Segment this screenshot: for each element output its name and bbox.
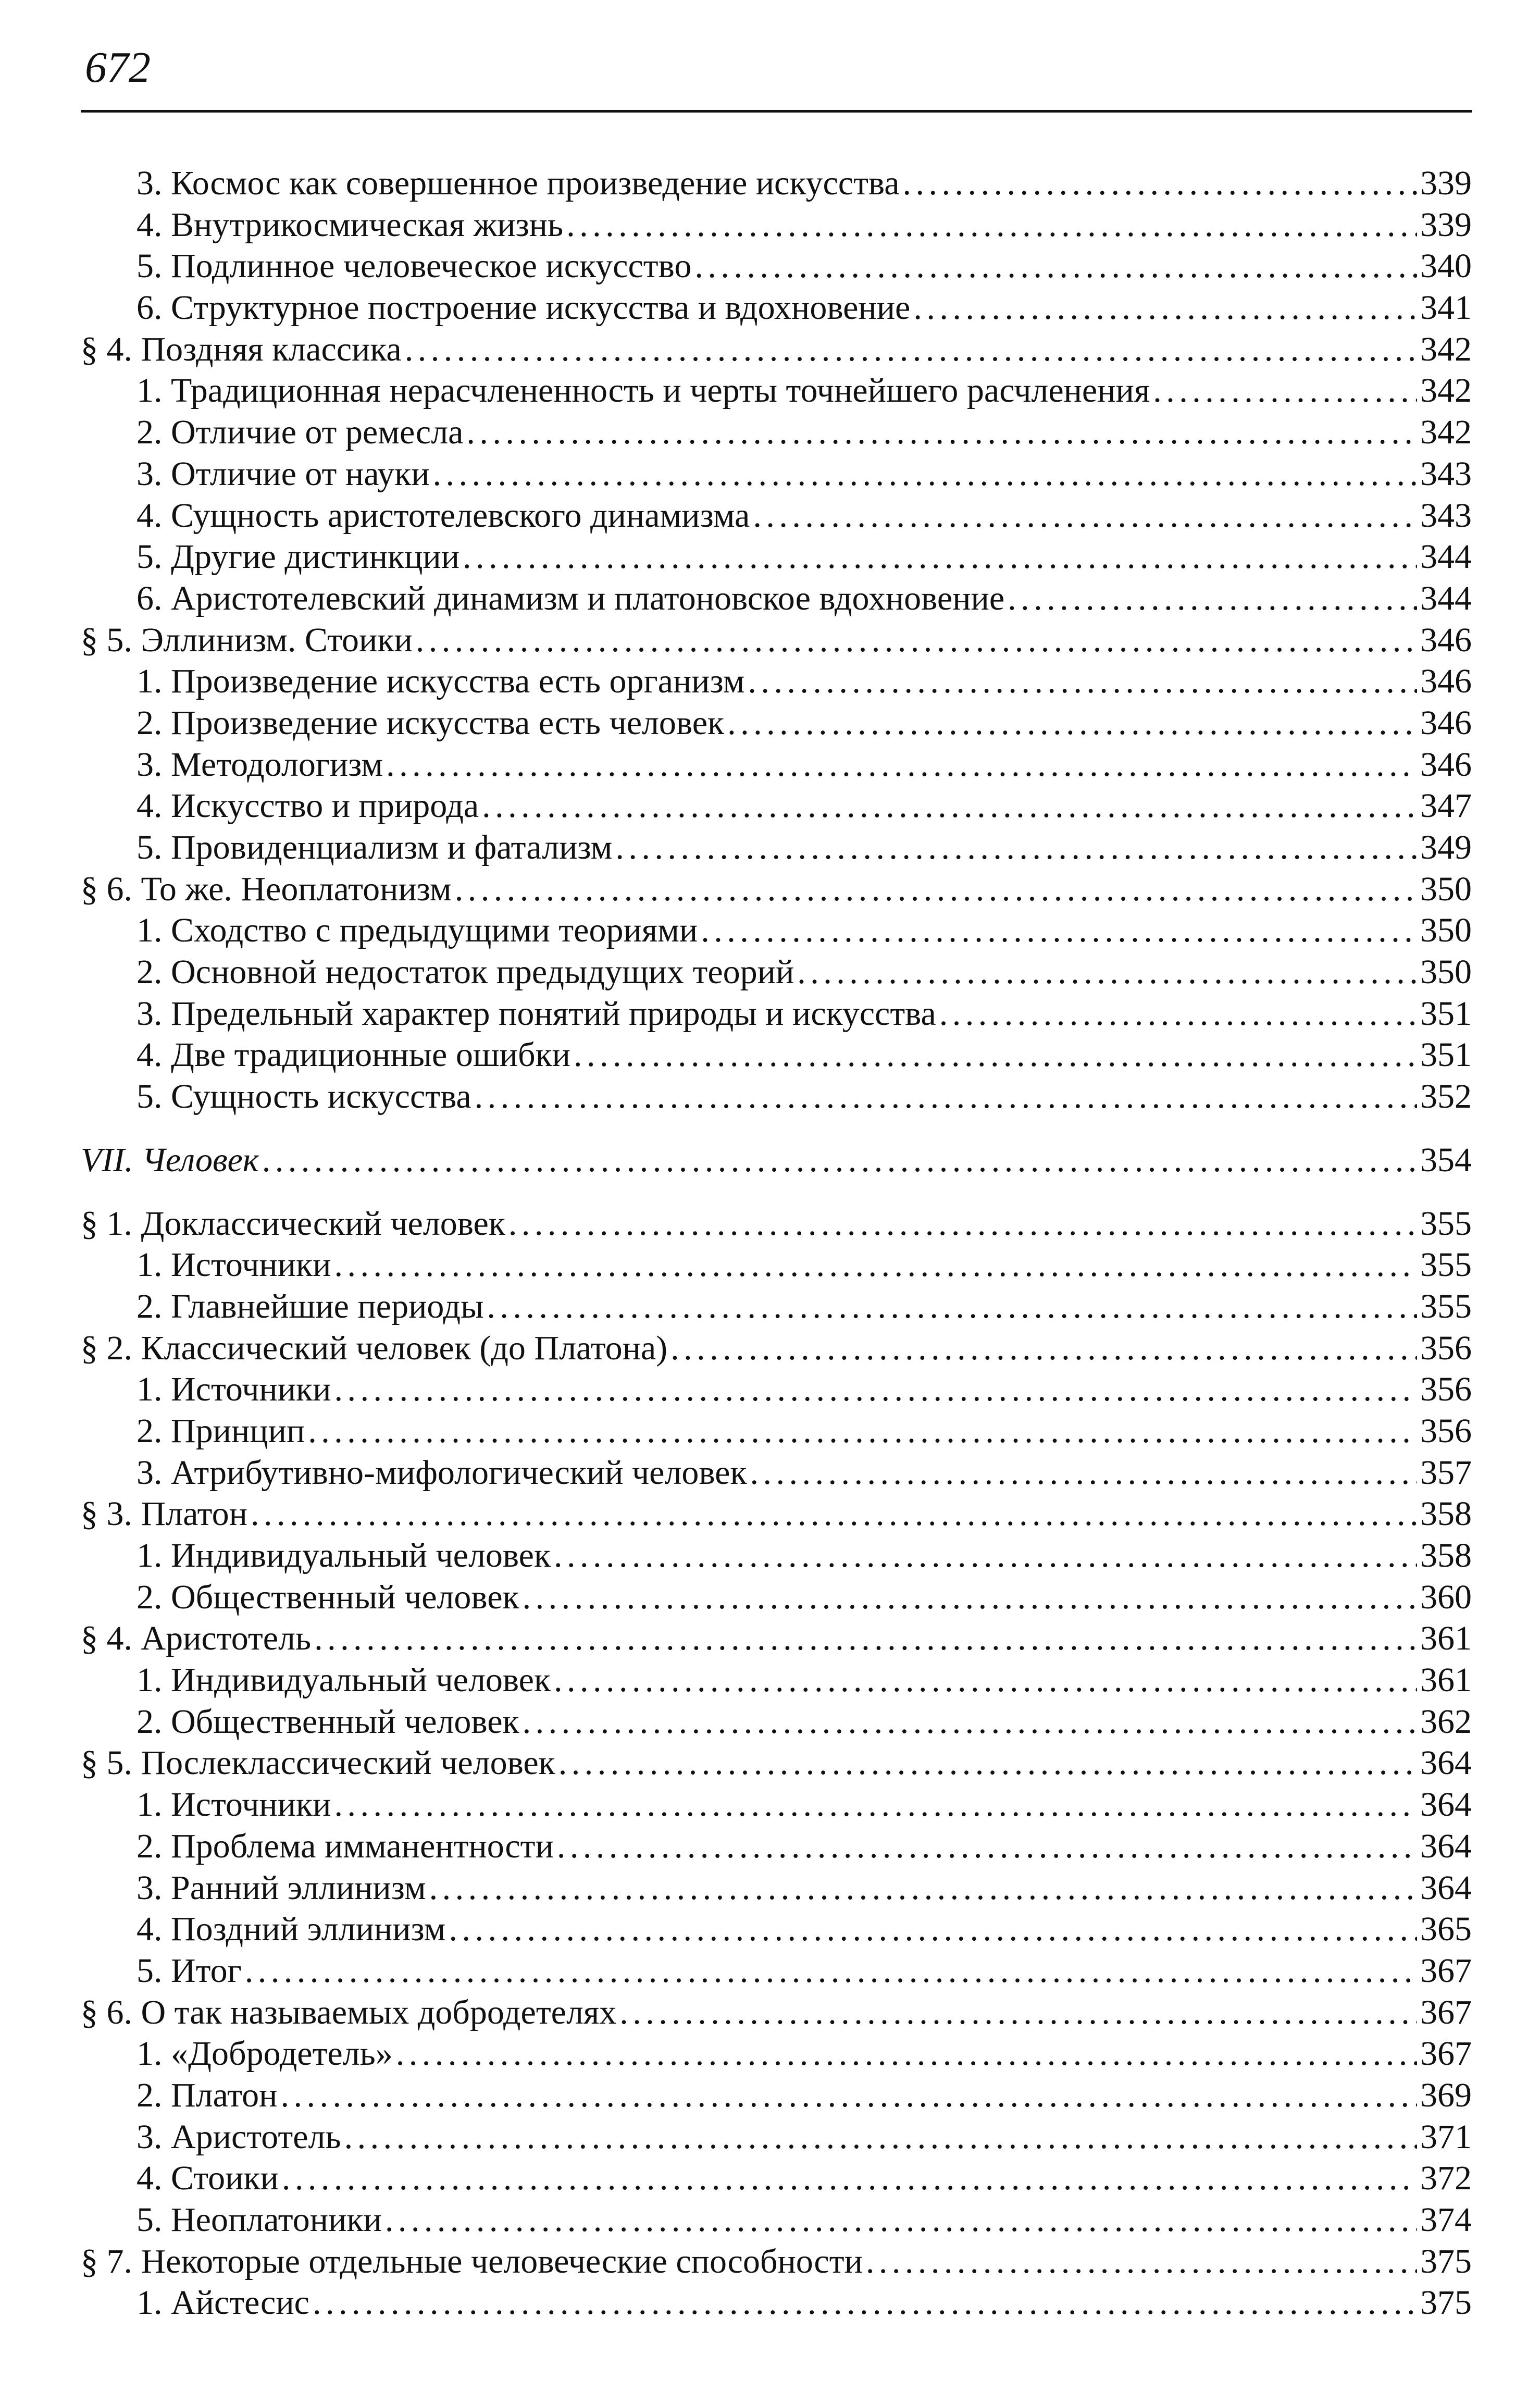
toc-entry-page: 346 xyxy=(1420,703,1472,742)
toc-leader-dots xyxy=(449,1908,1417,1950)
toc-subsection-entry xyxy=(81,163,1472,204)
toc-subsection-entry xyxy=(81,1908,1472,1950)
toc-section-entry xyxy=(81,1328,1472,1369)
toc-entry-page: 342 xyxy=(1420,371,1472,410)
toc-leader-dots xyxy=(566,204,1417,246)
toc-leader-dots xyxy=(463,536,1417,578)
toc-entry-page: 343 xyxy=(1420,496,1472,535)
toc-leader-dots xyxy=(670,1328,1417,1369)
toc-section-entry xyxy=(81,1992,1472,2034)
toc-entry-page: 364 xyxy=(1420,1786,1472,1824)
toc-subsection-entry xyxy=(81,2033,1472,2075)
toc-leader-dots xyxy=(558,1742,1417,1784)
toc-entry-title: 5. Другие дистинкции xyxy=(136,538,460,576)
toc-leader-dots xyxy=(523,1577,1417,1618)
toc-entry-page: 355 xyxy=(1420,1246,1472,1284)
toc-entry-title: 3. Предельный характер понятий природы и искусства xyxy=(136,994,936,1033)
toc-entry-page: 341 xyxy=(1420,289,1472,327)
toc-leader-dots xyxy=(797,951,1417,993)
toc-entry-title: 2. Отличие от ремесла xyxy=(136,413,464,452)
toc-leader-dots xyxy=(750,1452,1417,1494)
toc-subsection-entry xyxy=(81,827,1472,869)
toc-leader-dots xyxy=(523,1701,1417,1743)
toc-subsection-entry xyxy=(81,702,1472,744)
toc-entry-page: 342 xyxy=(1420,413,1472,452)
toc-entry-title: 1. Сходство с предыдущими теориями xyxy=(136,911,698,950)
toc-entry-page: 344 xyxy=(1420,538,1472,576)
toc-leader-dots xyxy=(416,619,1417,661)
toc-leader-dots xyxy=(280,2075,1417,2116)
toc-entry-title: § 6. То же. Неоплатонизм xyxy=(81,870,452,908)
toc-entry-title: 1. Источники xyxy=(136,1370,331,1409)
toc-leader-dots xyxy=(701,910,1417,951)
toc-leader-dots xyxy=(1008,578,1417,619)
toc-entry-page: 365 xyxy=(1420,1910,1472,1949)
toc-entry-title: VII. Человек xyxy=(81,1140,259,1179)
toc-subsection-entry xyxy=(81,245,1472,287)
toc-entry-title: § 4. Поздняя классика xyxy=(81,330,402,368)
toc-entry-page: 358 xyxy=(1420,1536,1472,1575)
toc-entry-page: 344 xyxy=(1420,579,1472,617)
toc-entry-title: 5. Сущность искусства xyxy=(136,1077,471,1116)
toc-leader-dots xyxy=(308,1410,1417,1452)
toc-subsection-entry xyxy=(81,1535,1472,1577)
toc-subsection-entry xyxy=(81,1659,1472,1701)
toc-leader-dots xyxy=(466,412,1417,453)
toc-leader-dots xyxy=(314,1618,1417,1659)
toc-entry-title: 1. Индивидуальный человек xyxy=(136,1661,551,1700)
toc-subsection-entry xyxy=(81,412,1472,453)
toc-entry-title: 1. Индивидуальный человек xyxy=(136,1536,551,1575)
toc-subsection-entry xyxy=(81,1867,1472,1909)
toc-subsection-entry xyxy=(81,951,1472,993)
toc-entry-title: § 6. О так называемых добродетелях xyxy=(81,1993,617,2031)
toc-subsection-entry xyxy=(81,1701,1472,1743)
toc-leader-dots xyxy=(727,702,1417,744)
toc-subsection-entry xyxy=(81,536,1472,578)
toc-entry-page: 371 xyxy=(1420,2117,1472,2156)
toc-section-entry xyxy=(81,1618,1472,1659)
toc-leader-dots xyxy=(334,1784,1417,1826)
toc-leader-dots xyxy=(251,1493,1417,1535)
toc-entry-title: 4. Поздний эллинизм xyxy=(136,1910,446,1949)
toc-subsection-entry xyxy=(81,1076,1472,1118)
toc-entry-page: 356 xyxy=(1420,1411,1472,1450)
toc-subsection-entry xyxy=(81,1452,1472,1494)
toc-entry-page: 364 xyxy=(1420,1868,1472,1907)
toc-leader-dots xyxy=(429,1867,1417,1909)
toc-entry-title: § 2. Классический человек (до Платона) xyxy=(81,1329,668,1367)
toc-entry-title: 1. Традиционная нерасчлененность и черты точнейшего расчленения xyxy=(136,371,1150,410)
header-rule xyxy=(81,110,1472,113)
toc-leader-dots xyxy=(913,287,1417,329)
toc-entry-page: 364 xyxy=(1420,1827,1472,1865)
toc-entry-page: 375 xyxy=(1420,2284,1472,2322)
toc-entry-page: 350 xyxy=(1420,953,1472,991)
toc-entry-page: 350 xyxy=(1420,870,1472,908)
toc-leader-dots xyxy=(554,1535,1417,1577)
toc-entry-title: 4. Сущность аристотелевского динамизма xyxy=(136,496,750,535)
toc-subsection-entry xyxy=(81,1950,1472,1992)
toc-entry-title: 6. Аристотелевский динамизм и платоновское вдохновение xyxy=(136,579,1005,617)
toc-entry-title: 1. Источники xyxy=(136,1786,331,1824)
toc-entry-page: 362 xyxy=(1420,1702,1472,1741)
toc-entry-title: 3. Космос как совершенное произведение искусства xyxy=(136,164,900,202)
toc-subsection-entry xyxy=(81,1369,1472,1410)
toc-leader-dots xyxy=(866,2241,1417,2283)
toc-entry-page: 343 xyxy=(1420,454,1472,493)
toc-entry-title: 4. Искусство и природа xyxy=(136,787,479,825)
toc-subsection-entry xyxy=(81,1577,1472,1618)
toc-entry-page: 346 xyxy=(1420,621,1472,659)
toc-entry-title: 3. Атрибутивно-мифологический человек xyxy=(136,1453,747,1492)
toc-entry-title: 2. Проблема имманентности xyxy=(136,1827,554,1865)
toc-leader-dots xyxy=(1153,370,1417,412)
toc-entry-page: 369 xyxy=(1420,2076,1472,2114)
toc-leader-dots xyxy=(313,2282,1417,2324)
toc-leader-dots xyxy=(557,1826,1417,1867)
toc-leader-dots xyxy=(385,2199,1417,2241)
toc-subsection-entry xyxy=(81,1244,1472,1286)
toc-subsection-entry xyxy=(81,1826,1472,1867)
toc-subsection-entry xyxy=(81,910,1472,951)
toc-entry-title: 3. Методологизм xyxy=(136,745,383,784)
table-of-contents xyxy=(81,163,1472,2324)
toc-leader-dots xyxy=(405,329,1417,370)
toc-subsection-entry xyxy=(81,2158,1472,2199)
toc-entry-page: 342 xyxy=(1420,330,1472,368)
toc-entry-title: 2. Платон xyxy=(136,2076,278,2114)
toc-leader-dots xyxy=(386,744,1417,786)
toc-subsection-entry xyxy=(81,993,1472,1035)
toc-entry-page: 339 xyxy=(1420,164,1472,202)
toc-subsection-entry xyxy=(81,661,1472,702)
toc-section-entry xyxy=(81,869,1472,910)
toc-entry-page: 347 xyxy=(1420,787,1472,825)
toc-entry-title: § 5. Послеклассический человек xyxy=(81,1744,555,1782)
toc-leader-dots xyxy=(475,1076,1417,1118)
toc-entry-page: 339 xyxy=(1420,205,1472,244)
toc-entry-page: 354 xyxy=(1420,1140,1472,1179)
toc-leader-dots xyxy=(334,1369,1417,1410)
toc-leader-dots xyxy=(245,1950,1417,1992)
toc-leader-dots xyxy=(753,495,1417,537)
toc-leader-dots xyxy=(939,993,1417,1035)
toc-section-entry xyxy=(81,1493,1472,1535)
toc-entry-title: 5. Провиденциализм и фатализм xyxy=(136,828,613,866)
toc-subsection-entry xyxy=(81,2282,1472,2324)
toc-leader-dots xyxy=(334,1244,1417,1286)
toc-subsection-entry xyxy=(81,204,1472,246)
toc-entry-title: § 1. Доклассический человек xyxy=(81,1204,505,1243)
toc-entry-title: 2. Общественный человек xyxy=(136,1702,519,1741)
toc-entry-title: 3. Отличие от науки xyxy=(136,454,430,493)
toc-entry-page: 355 xyxy=(1420,1204,1472,1243)
toc-entry-page: 350 xyxy=(1420,911,1472,950)
toc-subsection-entry xyxy=(81,2116,1472,2158)
toc-section-entry xyxy=(81,1742,1472,1784)
toc-entry-page: 361 xyxy=(1420,1619,1472,1658)
toc-entry-title: § 3. Платон xyxy=(81,1495,247,1533)
toc-subsection-entry xyxy=(81,785,1472,827)
toc-subsection-entry xyxy=(81,453,1472,495)
toc-entry-title: 2. Общественный человек xyxy=(136,1578,519,1616)
toc-subsection-entry xyxy=(81,1784,1472,1826)
toc-entry-title: 5. Итог xyxy=(136,1951,242,1990)
toc-leader-dots xyxy=(482,785,1417,827)
toc-entry-title: 4. Внутрикосмическая жизнь xyxy=(136,205,564,244)
toc-leader-dots xyxy=(694,245,1417,287)
toc-entry-page: 374 xyxy=(1420,2201,1472,2239)
toc-entry-title: 2. Принцип xyxy=(136,1411,305,1450)
toc-subsection-entry xyxy=(81,1034,1472,1076)
toc-leader-dots xyxy=(433,453,1417,495)
toc-entry-page: 360 xyxy=(1420,1578,1472,1616)
toc-leader-dots xyxy=(508,1203,1417,1245)
toc-entry-title: 3. Ранний эллинизм xyxy=(136,1868,426,1907)
toc-subsection-entry xyxy=(81,1410,1472,1452)
toc-leader-dots xyxy=(903,163,1417,204)
toc-entry-page: 367 xyxy=(1420,1993,1472,2031)
toc-entry-page: 364 xyxy=(1420,1744,1472,1782)
toc-leader-dots xyxy=(574,1034,1417,1076)
toc-entry-title: 6. Структурное построение искусства и вдохновение xyxy=(136,289,911,327)
toc-entry-page: 351 xyxy=(1420,994,1472,1033)
toc-leader-dots xyxy=(615,827,1417,869)
toc-entry-title: § 4. Аристотель xyxy=(81,1619,312,1658)
toc-chapter-entry xyxy=(81,1139,1472,1181)
toc-leader-dots xyxy=(262,1139,1417,1181)
toc-subsection-entry xyxy=(81,744,1472,786)
toc-entry-title: 5. Подлинное человеческое искусство xyxy=(136,247,692,286)
toc-entry-page: 346 xyxy=(1420,745,1472,784)
toc-entry-page: 340 xyxy=(1420,247,1472,286)
toc-entry-page: 357 xyxy=(1420,1453,1472,1492)
toc-entry-title: 5. Неоплатоники xyxy=(136,2201,382,2239)
toc-leader-dots xyxy=(396,2033,1417,2075)
toc-leader-dots xyxy=(748,661,1417,702)
toc-subsection-entry xyxy=(81,370,1472,412)
toc-entry-title: 1. Источники xyxy=(136,1246,331,1284)
toc-entry-page: 351 xyxy=(1420,1036,1472,1074)
toc-subsection-entry xyxy=(81,2199,1472,2241)
toc-entry-page: 375 xyxy=(1420,2242,1472,2280)
toc-entry-title: § 7. Некоторые отдельные человеческие способности xyxy=(81,2242,863,2280)
toc-entry-title: 4. Стоики xyxy=(136,2159,279,2198)
toc-section-entry xyxy=(81,1203,1472,1245)
toc-entry-title: 2. Произведение искусства есть человек xyxy=(136,703,725,742)
toc-entry-page: 356 xyxy=(1420,1370,1472,1409)
toc-entry-title: 3. Аристотель xyxy=(136,2117,341,2156)
toc-entry-page: 367 xyxy=(1420,2035,1472,2073)
toc-subsection-entry xyxy=(81,2075,1472,2116)
toc-leader-dots xyxy=(619,1992,1417,2034)
toc-leader-dots xyxy=(554,1659,1417,1701)
toc-section-entry xyxy=(81,619,1472,661)
toc-entry-title: 4. Две традиционные ошибки xyxy=(136,1036,570,1074)
toc-entry-page: 356 xyxy=(1420,1329,1472,1367)
toc-entry-page: 367 xyxy=(1420,1951,1472,1990)
toc-entry-page: 352 xyxy=(1420,1077,1472,1116)
page-number: 672 xyxy=(85,43,151,92)
toc-entry-title: 2. Главнейшие периоды xyxy=(136,1287,484,1325)
toc-subsection-entry xyxy=(81,1286,1472,1328)
toc-section-entry xyxy=(81,2241,1472,2283)
toc-entry-page: 372 xyxy=(1420,2159,1472,2198)
toc-leader-dots xyxy=(455,869,1417,910)
toc-leader-dots xyxy=(344,2116,1417,2158)
toc-entry-page: 358 xyxy=(1420,1495,1472,1533)
toc-entry-page: 346 xyxy=(1420,662,1472,701)
toc-entry-title: 1. Произведение искусства есть организм xyxy=(136,662,745,701)
toc-entry-page: 355 xyxy=(1420,1287,1472,1325)
toc-subsection-entry xyxy=(81,495,1472,537)
toc-leader-dots xyxy=(487,1286,1417,1328)
toc-leader-dots xyxy=(282,2158,1417,2199)
toc-section-entry xyxy=(81,329,1472,370)
toc-entry-title: 2. Основной недостаток предыдущих теорий xyxy=(136,953,794,991)
toc-entry-title: 1. Айстесис xyxy=(136,2284,309,2322)
toc-subsection-entry xyxy=(81,578,1472,619)
toc-entry-title: 1. «Добродетель» xyxy=(136,2035,393,2073)
toc-entry-page: 361 xyxy=(1420,1661,1472,1700)
toc-entry-title: § 5. Эллинизм. Стоики xyxy=(81,621,413,659)
toc-entry-page: 349 xyxy=(1420,828,1472,866)
toc-subsection-entry xyxy=(81,287,1472,329)
